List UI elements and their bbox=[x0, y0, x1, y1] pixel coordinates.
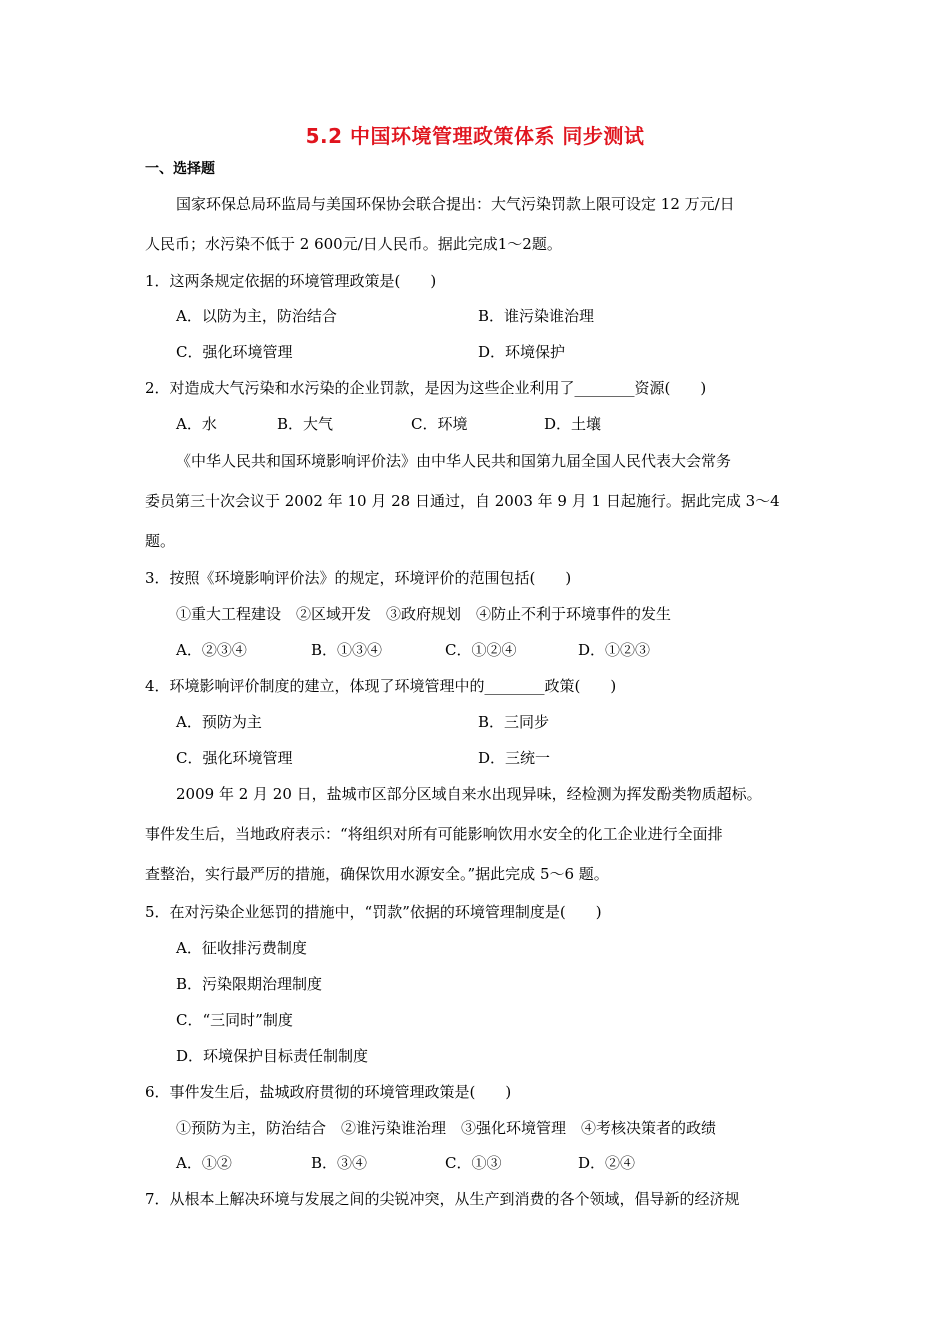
q5-stem: 5．在对污染企业惩罚的措施中，“罚款”依据的环境管理制度是( ) bbox=[145, 903, 602, 921]
q2-stem: 2．对造成大气污染和水污染的企业罚款，是因为这些企业利用了________资源( ) bbox=[145, 379, 707, 397]
q3-option-d: D．①②③ bbox=[578, 641, 651, 659]
q4-option-c: C．强化环境管理 bbox=[176, 749, 293, 767]
q6-option-a: A．①② bbox=[176, 1154, 232, 1172]
passage2-line1: 《中华人民共和国环境影响评价法》由中华人民共和国第九届全国人民代表大会常务 bbox=[176, 452, 732, 470]
q5-option-b: B．污染限期治理制度 bbox=[176, 975, 323, 993]
q3-stem: 3．按照《环境影响评价法》的规定，环境评价的范围包括( ) bbox=[145, 569, 572, 587]
q6-option-b: B．③④ bbox=[311, 1154, 368, 1172]
q6-option-d: D．②④ bbox=[578, 1154, 636, 1172]
q1-option-c: C．强化环境管理 bbox=[176, 343, 293, 361]
q2-option-a: A．水 bbox=[176, 415, 217, 433]
q1-option-b: B．谁污染谁治理 bbox=[478, 307, 595, 325]
q6-option-c: C．①③ bbox=[445, 1154, 502, 1172]
q2-option-c: C．环境 bbox=[411, 415, 468, 433]
passage1-line1: 国家环保总局环监局与美国环保协会联合提出：大气污染罚款上限可设定 12 万元/日 bbox=[176, 195, 735, 213]
q6-stem: 6．事件发生后，盐城政府贯彻的环境管理政策是( ) bbox=[145, 1083, 512, 1101]
q5-option-d: D．环境保护目标责任制制度 bbox=[176, 1047, 369, 1065]
q5-option-c: C．“三同时”制度 bbox=[176, 1011, 293, 1029]
page-title: 5.2 中国环境管理政策体系 同步测试 bbox=[305, 124, 645, 148]
q3-option-b: B．①③④ bbox=[311, 641, 383, 659]
passage2-line3: 题。 bbox=[145, 532, 176, 550]
passage3-line2: 事件发生后，当地政府表示：“将组织对所有可能影响饮用水安全的化工企业进行全面排 bbox=[145, 825, 723, 843]
q5-option-a: A．征收排污费制度 bbox=[176, 939, 307, 957]
q3-option-c: C．①②④ bbox=[445, 641, 517, 659]
q7-stem: 7．从根本上解决环境与发展之间的尖锐冲突，从生产到消费的各个领域，倡导新的经济规 bbox=[145, 1190, 740, 1208]
q4-option-d: D．三统一 bbox=[478, 749, 551, 767]
q4-option-a: A．预防为主 bbox=[176, 713, 262, 731]
passage3-line3: 查整治，实行最严厉的措施，确保饮用水源安全。”据此完成 5～6 题。 bbox=[145, 865, 609, 883]
q6-items: ①预防为主，防治结合 ②谁污染谁治理 ③强化环境管理 ④考核决策者的政绩 bbox=[176, 1119, 717, 1137]
passage2-line2: 委员第三十次会议于 2002 年 10 月 28 日通过，自 2003 年 9 月 1 日起施行。据此完成 3～4 bbox=[145, 492, 780, 510]
passage1-line2: 人民币；水污染不低于 2 600元/日人民币。据此完成1～2题。 bbox=[145, 235, 562, 253]
q4-option-b: B．三同步 bbox=[478, 713, 550, 731]
q3-option-a: A．②③④ bbox=[176, 641, 247, 659]
q4-stem: 4．环境影响评价制度的建立，体现了环境管理中的________政策( ) bbox=[145, 677, 617, 695]
q2-option-d: D．土壤 bbox=[544, 415, 602, 433]
q1-stem: 1．这两条规定依据的环境管理政策是( ) bbox=[145, 272, 437, 290]
q1-option-d: D．环境保护 bbox=[478, 343, 566, 361]
passage3-line1: 2009 年 2 月 20 日，盐城市区部分区域自来水出现异味，经检测为挥发酚类物质超标。 bbox=[176, 785, 762, 803]
section-heading: 一、选择题 bbox=[145, 161, 215, 177]
q2-option-b: B．大气 bbox=[277, 415, 334, 433]
q3-items: ①重大工程建设 ②区域开发 ③政府规划 ④防止不利于环境事件的发生 bbox=[176, 605, 672, 623]
q1-option-a: A．以防为主，防治结合 bbox=[176, 307, 337, 325]
